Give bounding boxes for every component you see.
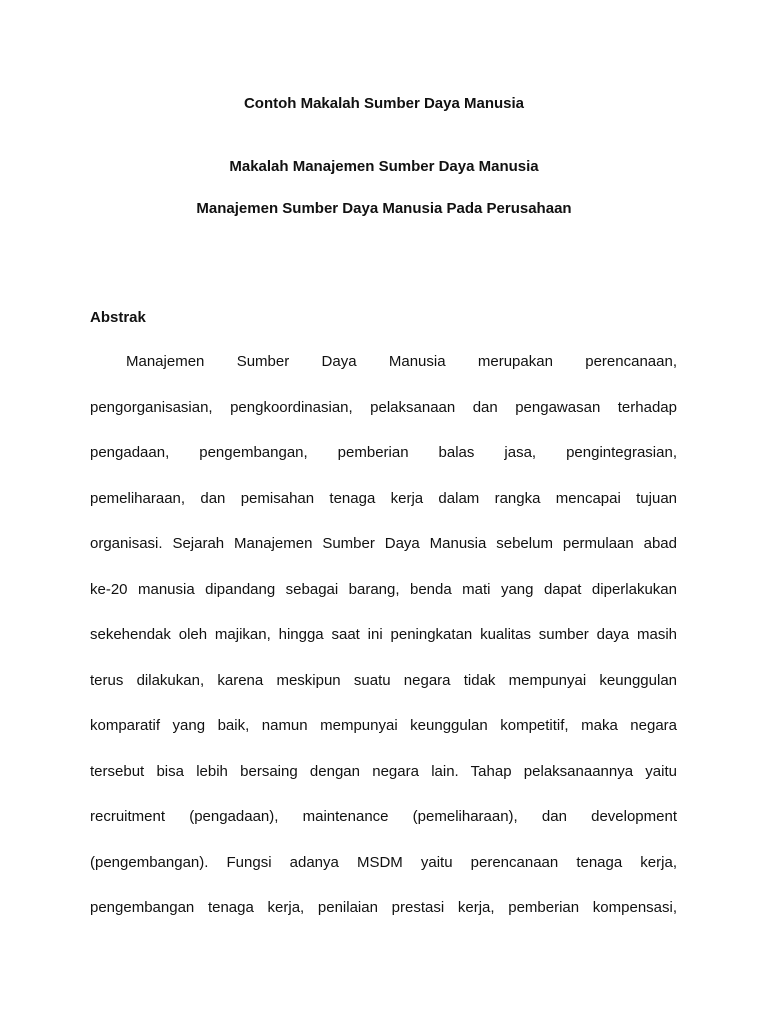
paragraph-line: pengorganisasian, pengkoordinasian, pelaksanaan dan pengawasan terhadap — [90, 398, 677, 416]
paragraph-line: organisasi. Sejarah Manajemen Sumber Daya Manusia sebelum permulaan abad — [90, 535, 677, 552]
paragraph-line: recruitment (pengadaan), maintenance (pemeliharaan), dan development — [90, 808, 677, 825]
paragraph-line: (pengembangan). Fungsi adanya MSDM yaitu perencanaan tenaga kerja, — [90, 853, 677, 871]
paragraph-line: sekehendak oleh majikan, hingga saat ini peningkatan kualitas sumber daya masih — [90, 626, 677, 643]
paragraph-line: ke-20 manusia dipandang sebagai barang, benda mati yang dapat diperlakukan — [90, 580, 677, 598]
paragraph-line: pengembangan tenaga kerja, penilaian prestasi kerja, pemberian kompensasi, — [90, 899, 677, 916]
document-title: Contoh Makalah Sumber Daya Manusia — [243, 95, 525, 112]
paragraph-line: pemeliharaan, dan pemisahan tenaga kerja dalam rangka mencapai tujuan — [90, 489, 677, 507]
paragraph-line: Manajemen Sumber Daya Manusia merupakan perencanaan, — [126, 353, 677, 370]
paragraph-line: pengadaan, pengembangan, pemberian balas jasa, pengintegrasian, — [90, 444, 677, 461]
section-heading-abstrak: Abstrak — [90, 309, 146, 326]
document-subtitle-secondary: Manajemen Sumber Daya Manusia Pada Perusahaan — [196, 200, 572, 217]
abstract-paragraph — [90, 352, 677, 944]
paragraph-line: tersebut bisa lebih bersaing dengan negara lain. Tahap pelaksanaannya yaitu — [90, 762, 677, 780]
paragraph-line: komparatif yang baik, namun mempunyai keunggulan kompetitif, maka negara — [90, 717, 677, 734]
document-subtitle: Makalah Manajemen Sumber Daya Manusia — [229, 158, 539, 175]
paragraph-line: terus dilakukan, karena meskipun suatu negara tidak mempunyai keunggulan — [90, 671, 677, 689]
